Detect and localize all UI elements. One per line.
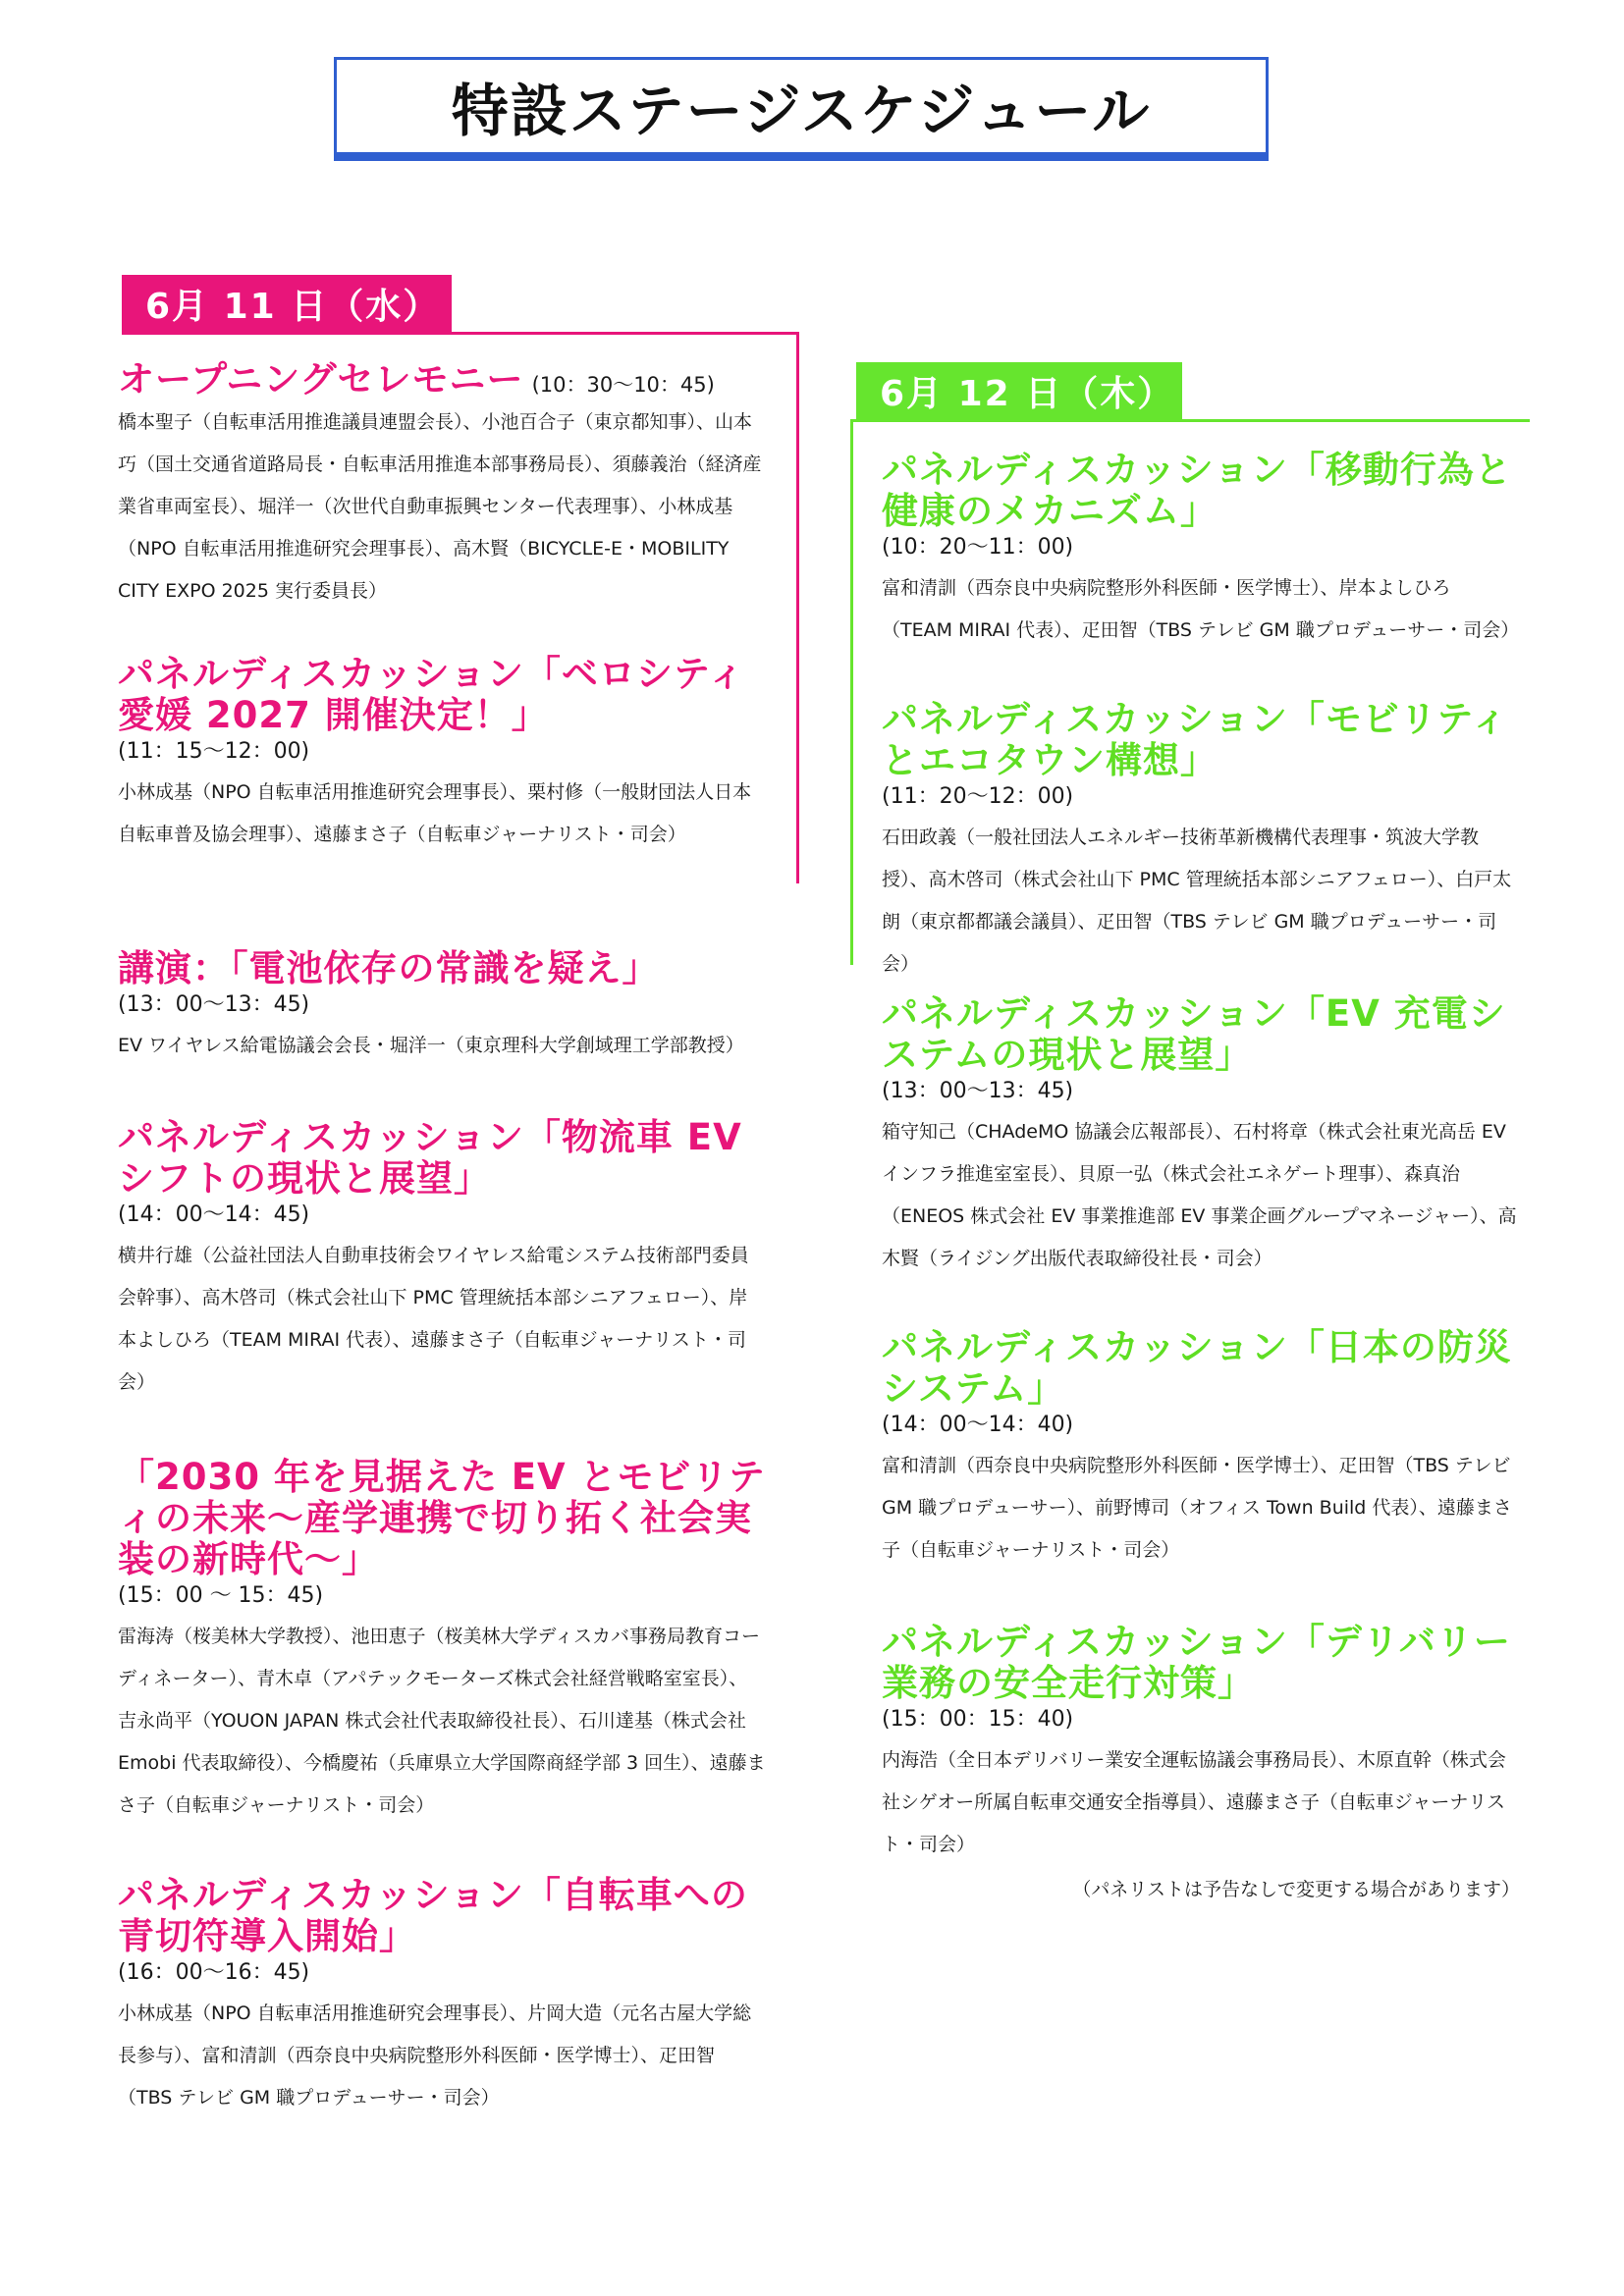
session-participants: 小林成基（NPO 自転車活用推進研究会理事長）、栗村修（一般財団法人日本自転車普及協会理事）、遠藤まさ子（自転車ジャーナリスト・司会） — [118, 781, 752, 845]
day1-session-lecture — [118, 948, 766, 1067]
session-title: パネルディスカッション「モビリティとエコタウン構想」 — [882, 698, 1509, 781]
session-time: (13：00〜13：45) — [118, 992, 310, 1017]
session-title: パネルディスカッション「デリバリー業務の安全走行対策」 — [882, 1621, 1511, 1704]
session-participants: 石田政義（一般社団法人エネルギー技術革新機構代表理事・筑波大学教授）、高木啓司（株式会社山下 PMC 管理統括本部シニアフェロー）、白戸太朗（東京都都議会議員）、疋田智（TBS テレビ GM 職プロデューサー・司会） — [882, 827, 1512, 975]
session-participants: 横井行雄（公益社団法人自動車技術会ワイヤレス給電システム技術部門委員会幹事）、高木啓司（株式会社山下 PMC 管理統括本部シニアフェロー）、岸本よしひろ（TEAM MIRAI 代表）、遠藤まさ子（自転車ジャーナリスト・司会） — [118, 1245, 749, 1393]
day1-session-bicycle-ticket — [118, 1875, 766, 2119]
page-title: 特設ステージスケジュール — [451, 78, 1152, 144]
session-participants: 内海浩（全日本デリバリー業安全運転協議会事務局長）、木原直幹（株式会社シゲオー所属自転車交通安全指導員）、遠藤まさ子（自転車ジャーナリスト・司会） — [882, 1749, 1506, 1855]
page-title-box — [334, 57, 1269, 161]
session-participants: 小林成基（NPO 自転車活用推進研究会理事長）、片岡大造（元名古屋大学総長参与）、富和清訓（西奈良中央病院整形外科医師・医学博士）、疋田智（TBS テレビ GM 職プロデューサー・司会） — [118, 2002, 752, 2109]
panelist-change-note: （パネリストは予告なしで変更する場合があります） — [1072, 1879, 1520, 1900]
session-participants: 雷海涛（桜美林大学教授）、池田恵子（桜美林大学ディスカバ事務局教育コーディネーター）、青木卓（アパテックモーターズ株式会社経営戦略室室長）、吉永尚平（YOUON JAPAN 株式会社代表取締役社長）、石川達基（株式会社 Emobi 代表取締役）、今橋慶祐（兵庫県立大学国際商経学部 3 回生）、遠藤まさ子（自転車ジャーナリスト・司会） — [118, 1626, 766, 1816]
session-participants: 箱守知己（CHAdeMO 協議会広報部長）、石村将章（株式会社東光高岳 EV インフラ推進室室長）、貝原一弘（株式会社エネゲート理事）、森真治（ENEOS 株式会社 EV 事業推進部 EV 事業企画グループマネージャー）、高木賢（ライジング出版代表取締役社長・司会） — [882, 1121, 1517, 1269]
session-time: (10：30〜10：45) — [531, 373, 715, 397]
session-title: オープニングセレモニー — [118, 358, 524, 400]
session-time: (13：00〜13：45) — [882, 1079, 1074, 1103]
session-time: (11：20〜12：00) — [882, 784, 1074, 809]
day2-session-disaster — [882, 1327, 1520, 1572]
session-participants: 富和清訓（西奈良中央病院整形外科医師・医学博士）、岸本よしひろ（TEAM MIRAI 代表）、疋田智（TBS テレビ GM 職プロデューサー・司会） — [882, 577, 1520, 641]
session-title: パネルディスカッション「移動行為と健康のメカニズム」 — [882, 449, 1512, 532]
day2-session-ev-charging — [882, 993, 1520, 1280]
day1-session-opening — [118, 359, 766, 613]
session-title: パネルディスカッション「物流車 EV シフトの現状と展望」 — [118, 1116, 742, 1200]
session-participants: EV ワイヤレス給電協議会会長・堀洋一（東京理科大学創域理工学部教授） — [118, 1035, 744, 1056]
session-participants: 富和清訓（西奈良中央病院整形外科医師・医学博士）、疋田智（TBS テレビ GM 職プロデューサー）、前野博司（オフィス Town Build 代表）、遠藤まさ子（自転車ジャーナリスト・司会） — [882, 1455, 1512, 1561]
session-title: パネルディスカッション「EV 充電システムの現状と展望」 — [882, 992, 1506, 1076]
day2-session-ecotown — [882, 699, 1520, 986]
session-title: パネルディスカッション「日本の防災システム」 — [882, 1326, 1512, 1410]
session-time: (14：00〜14：45) — [118, 1202, 310, 1227]
day1-session-velocity — [118, 654, 766, 856]
day2-date-tag: 6月 12 日（木） — [856, 362, 1182, 419]
session-title: パネルディスカッション「自転車への青切符導入開始」 — [118, 1874, 748, 1957]
session-title: パネルディスカッション「ベロシティ愛媛 2027 開催決定！」 — [118, 653, 745, 736]
session-time: (15：00：15：40) — [882, 1707, 1074, 1732]
session-participants: 橋本聖子（自転車活用推進議員連盟会長）、小池百合子（東京都知事）、山本巧（国土交通省道路局長・自転車活用推進本部事務局長）、須藤義治（経済産業省車両室長）、堀洋一（次世代自動車振興センター代表理事）、小林成基（NPO 自転車活用推進研究会理事長）、高木賢（BICYCLE-E・MOBILITY CITY EXPO 2025 実行委員長） — [118, 411, 762, 602]
session-time: (16：00〜16：45) — [118, 1960, 310, 1985]
day2-session-delivery — [882, 1622, 1520, 1866]
day1-session-logistics-ev — [118, 1117, 766, 1404]
session-time: (10：20〜11：00) — [882, 535, 1074, 560]
session-time: (15：00 〜 15：45) — [118, 1583, 324, 1608]
day1-date-tag: 6月 11 日（水） — [122, 275, 452, 332]
session-time: (11：15〜12：00) — [118, 739, 310, 764]
session-time: (14：00〜14：40) — [882, 1413, 1074, 1437]
day1-session-2030-mobility — [118, 1457, 766, 1827]
session-title: 講演：「電池依存の常識を疑え」 — [118, 947, 660, 989]
day2-session-health — [882, 450, 1520, 652]
session-title: 「2030 年を見据えた EV とモビリティの未来〜産学連携で切り拓く社会実装の新時代〜」 — [118, 1456, 766, 1580]
